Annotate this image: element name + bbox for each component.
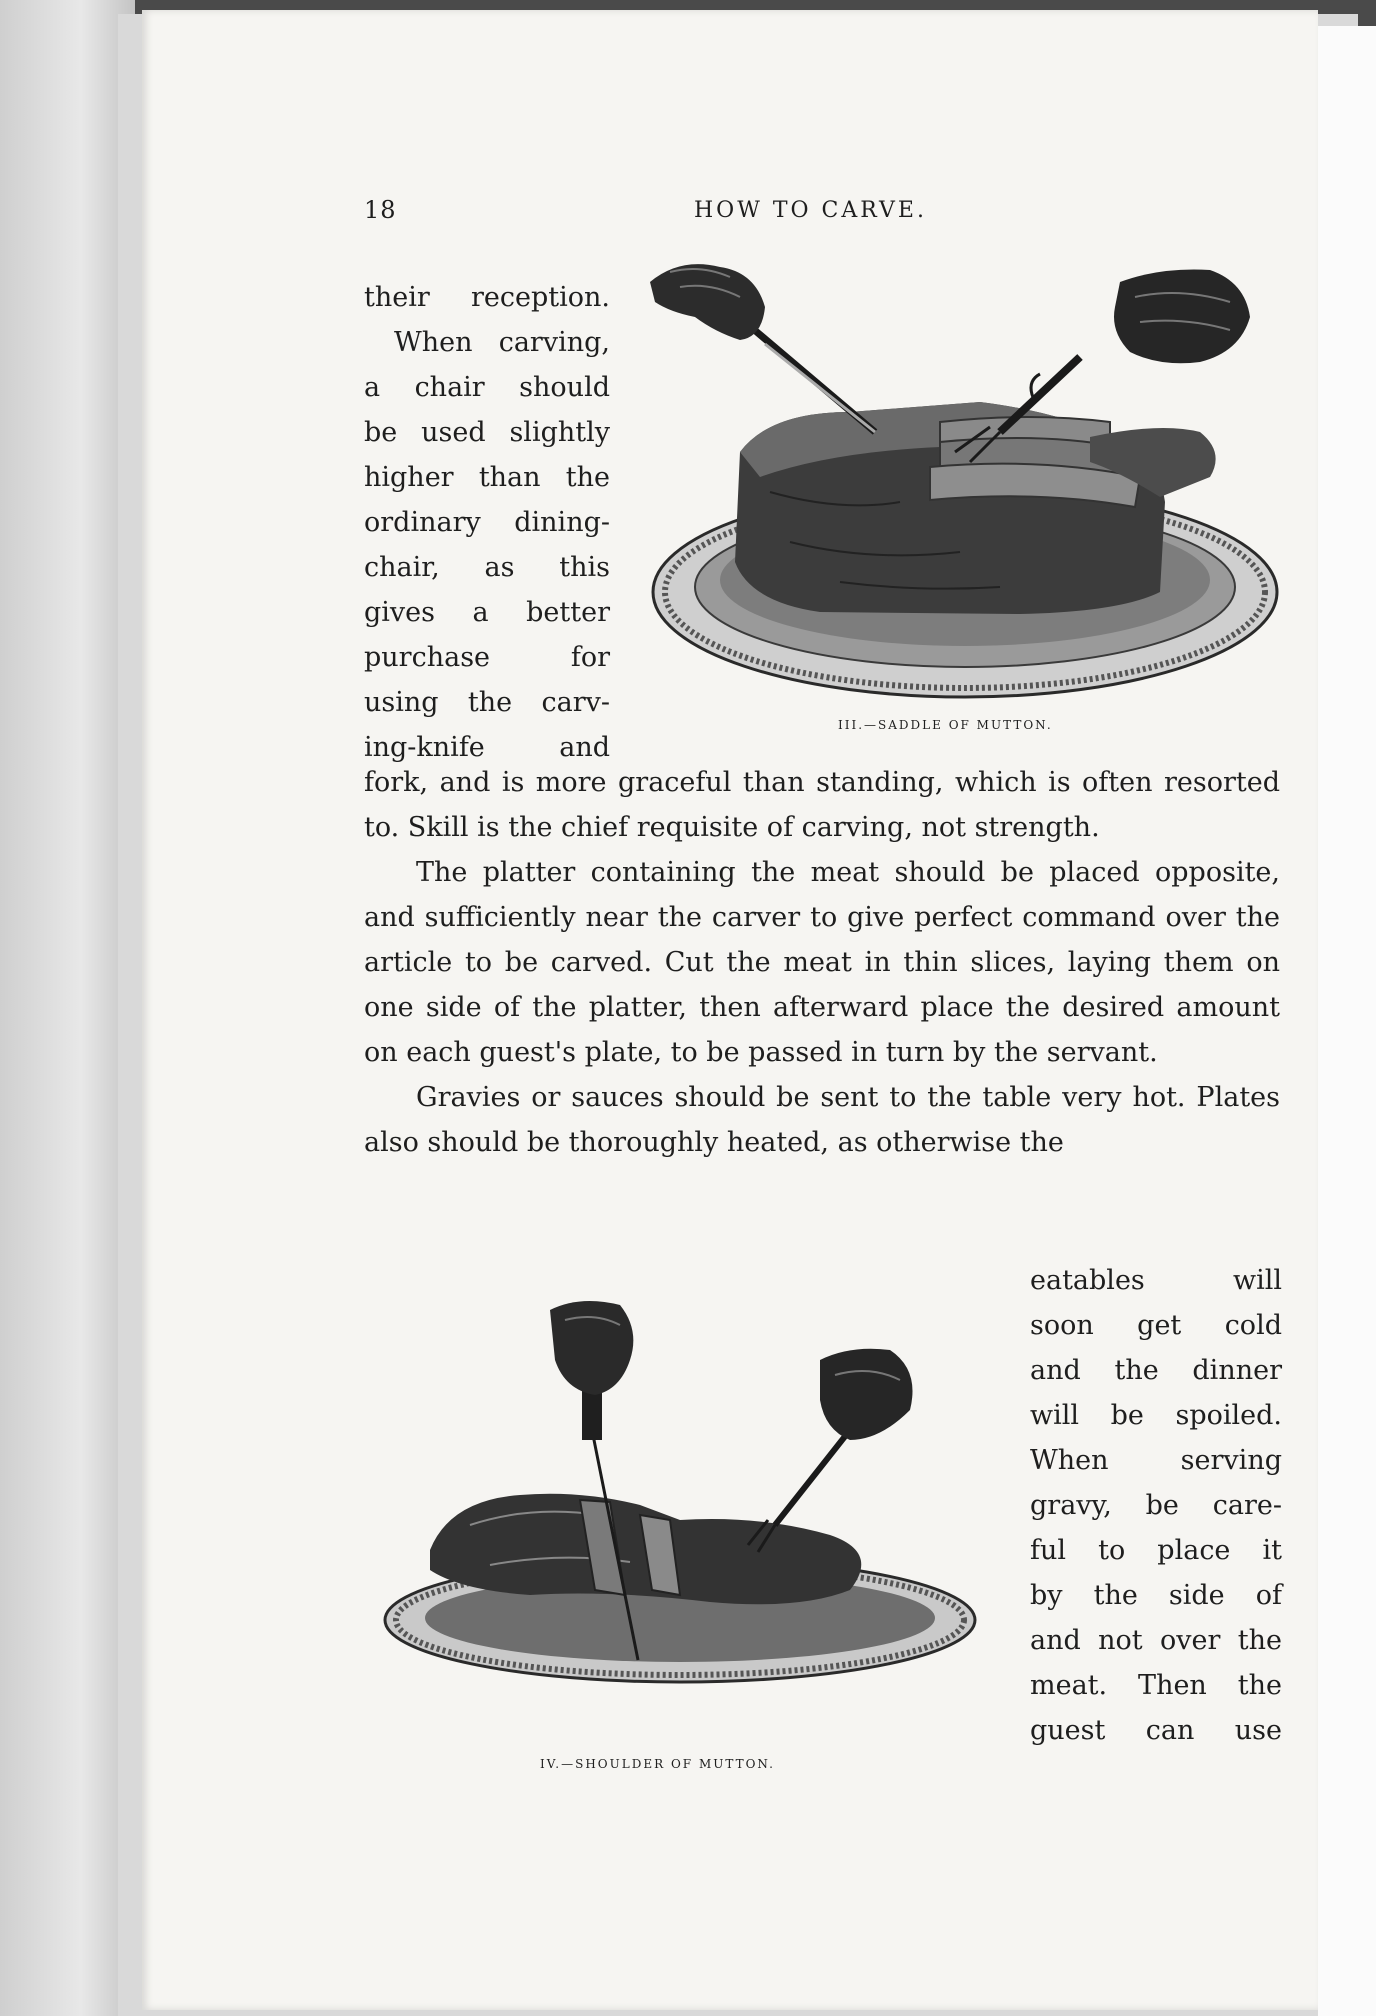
text-line: and not over the: [1030, 1625, 1282, 1656]
figure-saddle-of-mutton: [640, 262, 1290, 702]
wrap-column-bottom: [1030, 1258, 1282, 1753]
body-text-block: [364, 760, 1280, 1165]
text-line: a chair should: [364, 372, 610, 403]
text-line: eatables will: [1030, 1265, 1282, 1296]
saddle-of-mutton-illustration: [640, 262, 1290, 702]
text-line: When serving: [1030, 1445, 1282, 1476]
figure-shoulder-of-mutton: [380, 1290, 1000, 1690]
text-line: guest can use: [1030, 1715, 1282, 1746]
facing-page-strip: [1318, 26, 1376, 2016]
text-line: be used slightly: [364, 417, 610, 448]
page-header: [364, 198, 1284, 228]
wrap-column-top: [364, 275, 610, 770]
text-line: will be spoiled.: [1030, 1400, 1282, 1431]
figure-caption-iv: IV.—SHOULDER OF MUTTON.: [540, 1757, 775, 1771]
text-line: meat. Then the: [1030, 1670, 1282, 1701]
adjacent-book-edge: [0, 0, 135, 2016]
text-line: purchase for: [364, 642, 610, 673]
page-number: 18: [364, 196, 397, 224]
text-line: soon get cold: [1030, 1310, 1282, 1341]
text-line: gives a better: [364, 597, 610, 628]
paragraph-1-continuation: fork, and is more graceful than standing, which is often resorted to. Skill is the chief requisite of carving, not strength.: [364, 767, 1280, 843]
text-line: higher than the: [364, 462, 610, 493]
text-line: chair, as this: [364, 552, 610, 583]
text-line: by the side of: [1030, 1580, 1282, 1611]
text-line: ordinary dining-: [364, 507, 610, 538]
shoulder-of-mutton-illustration: [380, 1290, 1000, 1690]
text-line: their reception.: [364, 282, 610, 313]
paragraph-3-start: Gravies or sauces should be sent to the table very hot. Plates also should be thoroughly heated, as otherwise the: [364, 1082, 1280, 1158]
text-line: using the carv-: [364, 687, 610, 718]
text-line: ful to place it: [1030, 1535, 1282, 1566]
text-line: and the dinner: [1030, 1355, 1282, 1386]
text-line: gravy, be care-: [1030, 1490, 1282, 1521]
text-line: When carving,: [394, 327, 610, 358]
text-line: ing-knife and: [364, 732, 610, 763]
figure-caption-iii: III.—SADDLE OF MUTTON.: [838, 718, 1053, 732]
paragraph-2: The platter containing the meat should be placed opposite, and sufficiently near the carver to give perfect command over the article to be carved. Cut the meat in thin slices, laying them on one side of the platter, then afterward place the desired amount on each guest's plate, to be passed in turn by the servant.: [364, 857, 1280, 1068]
running-title: HOW TO CARVE.: [694, 198, 927, 223]
